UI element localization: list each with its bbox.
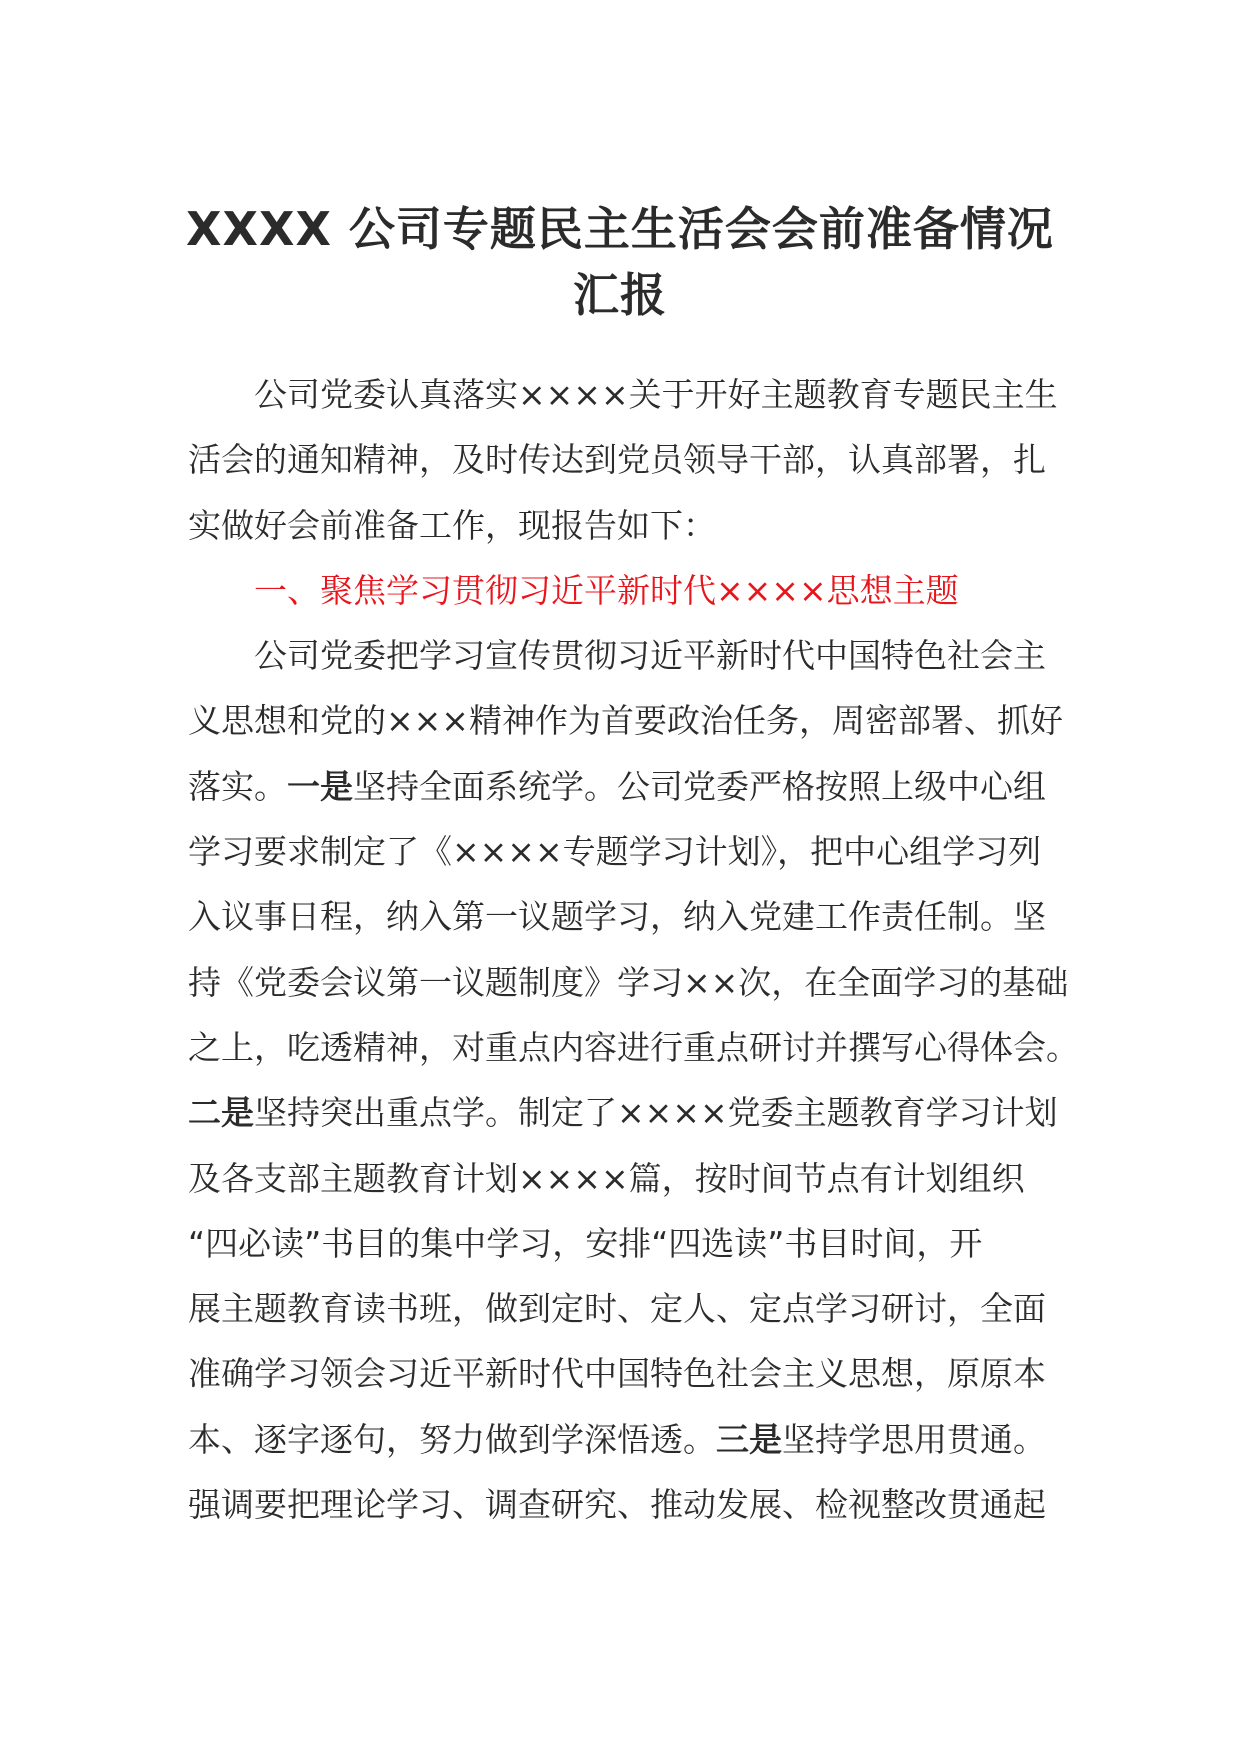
text-segment: 坚持突出重点学。制定了××××党委主题教育学习计划: [254, 1093, 1058, 1133]
body-line: [188, 1080, 1058, 1145]
text-segment: 落实。: [188, 766, 287, 806]
body-line: 强调要把理论学习、调查研究、推动发展、检视整改贯通起: [188, 1485, 1046, 1525]
document-body: [188, 362, 1079, 1537]
body-line: [188, 754, 1054, 819]
text-segment: 坚持全面系统学。公司党委严格按照上级中心组: [353, 766, 1046, 806]
body-line: 及各支部主题教育计划××××篇，按时间节点有计划组织: [188, 1158, 1025, 1198]
text-segment: 坚持学思用贯通。: [782, 1419, 1046, 1459]
body-line: 活会的通知精神，及时传达到党员领导干部，认真部署，扎: [188, 440, 1046, 480]
bold-keyword: 一是: [287, 766, 353, 806]
body-line: “四必读”书目的集中学习，安排“四选读”书目时间，开: [188, 1223, 983, 1263]
body-line: 入议事日程，纳入第一议题学习，纳入党建工作责任制。坚: [188, 897, 1046, 937]
body-line: 义思想和党的×××精神作为首要政治任务，周密部署、抓好: [188, 701, 1063, 741]
bold-keyword: 二是: [188, 1093, 254, 1133]
body-line: 之上，吃透精神，对重点内容进行重点研讨并撰写心得体会。: [188, 1027, 1079, 1067]
body-line: 公司党委认真落实××××关于开好主题教育专题民主生: [254, 375, 1058, 414]
bold-keyword: 三是: [716, 1419, 782, 1459]
body-line: 实做好会前准备工作，现报告如下：: [188, 505, 716, 545]
section-heading: 一、聚焦学习贯彻习近平新时代××××思想主题: [254, 570, 959, 610]
body-line: 准确学习领会习近平新时代中国特色社会主义思想，原原本: [188, 1354, 1046, 1394]
document-title: XXXX 公司专题民主生活会会前准备情况汇报: [186, 202, 1054, 322]
body-line: 公司党委把学习宣传贯彻习近平新时代中国特色社会主: [254, 636, 1046, 676]
body-line: [188, 1407, 1054, 1472]
body-line: 展主题教育读书班，做到定时、定人、定点学习研讨，全面: [188, 1289, 1046, 1329]
text-segment: 本、逐字逐句，努力做到学深悟透。: [188, 1419, 716, 1459]
body-line: 学习要求制定了《××××专题学习计划》，把中心组学习列: [188, 832, 1042, 872]
body-line: 持《党委会议第一议题制度》学习××次，在全面学习的基础: [188, 962, 1069, 1002]
